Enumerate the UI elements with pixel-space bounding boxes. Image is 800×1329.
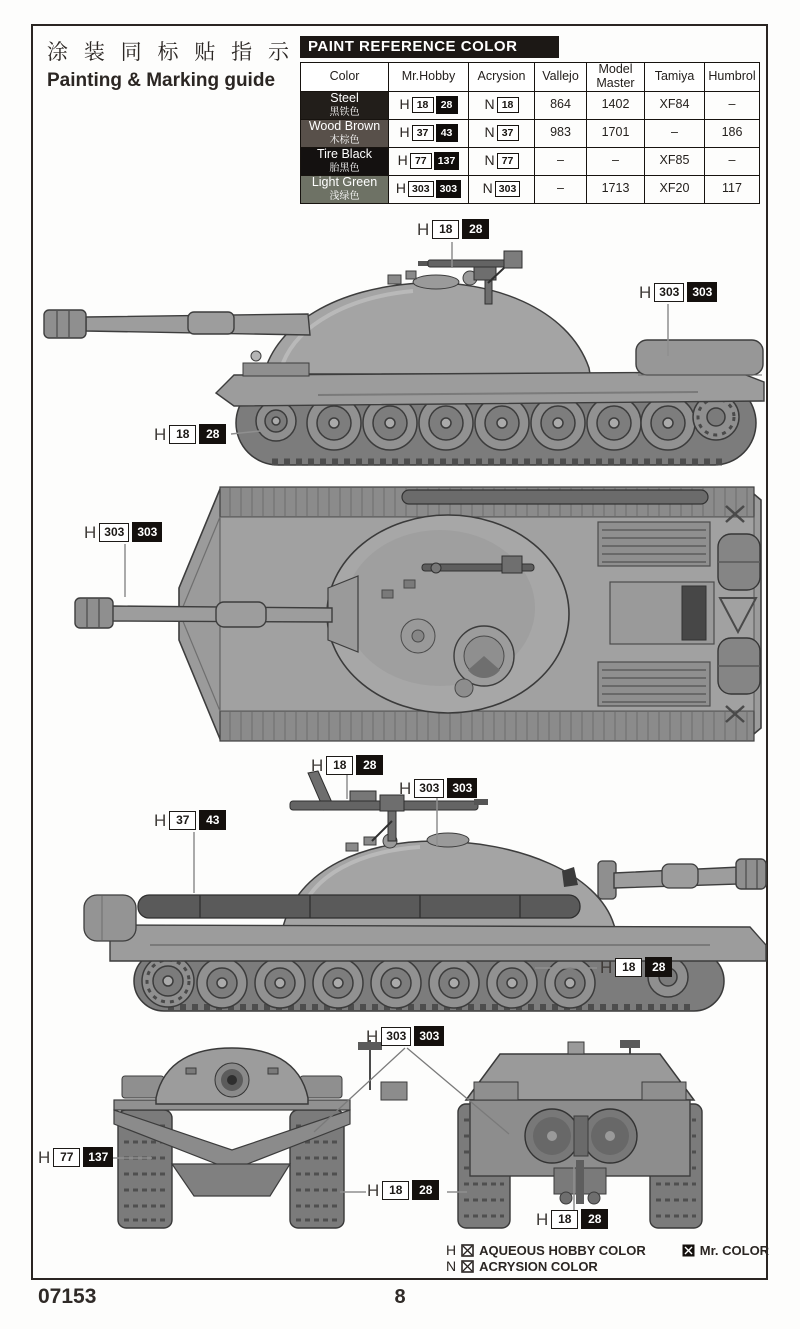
checker-box-icon [461,1260,474,1273]
mr-color-number-box: 43 [436,124,458,141]
callout-mr-number: 303 [687,282,717,302]
callout-prefix: H [639,282,652,302]
paint-row-wood-brown [301,119,760,147]
aqueous-prefix: H [399,96,410,113]
callout-prefix: H [154,810,167,830]
tamiya-cell: XF20 [645,175,705,203]
humbrol-cell: 117 [705,175,760,203]
callout-prefix: H [84,522,97,542]
gun-barrel [44,310,310,338]
aqueous-number-box: 18 [412,97,434,114]
callout-mr-number: 303 [447,778,477,798]
tamiya-cell: XF84 [645,91,705,119]
tank-front-rear-views [38,1038,768,1238]
paint-callout [154,424,226,444]
callout-prefix: H [417,219,430,239]
legend-acrysion-label: ACRYSION COLOR [479,1258,598,1274]
acrysion-prefix: N [484,152,495,169]
paint-table-header-row [301,63,760,92]
color-system-legend [446,1242,769,1274]
col-color: Color [301,63,389,92]
aqueous-prefix: H [397,152,408,169]
color-name-cell [301,119,389,147]
mr-hobby-cell [389,147,469,175]
color-name-cell [301,91,389,119]
callout-aqueous-number: 18 [326,756,353,775]
kit-number: 07153 [38,1285,97,1308]
aqueous-prefix: H [399,124,410,141]
callout-mr-number: 28 [581,1209,608,1229]
paint-row-steel [301,91,760,119]
paint-callout [639,282,717,302]
col-acrysion: Acrysion [469,63,535,92]
paint-reference-table [300,36,759,204]
callout-aqueous-number: 18 [551,1210,578,1229]
callout-prefix: H [399,778,412,798]
callout-aqueous-number: 18 [615,958,642,977]
model-master-cell: – [587,147,645,175]
mr-color-number-box: 137 [434,152,460,169]
callout-prefix: H [38,1147,51,1167]
acrysion-prefix: N [484,96,495,113]
paint-callout [154,810,226,830]
color-name-en: Light Green [311,175,378,190]
aqueous-prefix: H [395,180,407,197]
callout-aqueous-number: 303 [414,779,444,798]
callout-aqueous-number: 303 [654,283,684,302]
unditching-log [402,490,708,504]
callout-prefix: H [536,1209,549,1229]
callout-mr-number: 303 [132,522,162,542]
paint-callout [366,1026,444,1046]
callout-mr-number: 28 [199,424,226,444]
callout-prefix: H [154,424,167,444]
legend-aqueous-label: AQUEOUS HOBBY COLOR [479,1242,646,1258]
color-name-en: Steel [330,91,359,106]
vallejo-cell: 864 [535,91,587,119]
mr-hobby-cell [389,119,469,147]
acrysion-number-box: 37 [497,125,519,142]
col-humbrol: Humbrol [705,63,760,92]
page-number: 8 [394,1286,406,1308]
callout-mr-number: 303 [414,1026,444,1046]
callout-mr-number: 28 [412,1180,439,1200]
paint-table-title: PAINT REFERENCE COLOR [300,36,559,58]
color-name-cell [301,147,389,175]
paint-callout [399,778,477,798]
color-name-en: Wood Brown [308,119,381,134]
callout-aqueous-number: 18 [169,425,196,444]
callout-aqueous-number: 77 [53,1148,80,1167]
checker-box-icon [461,1244,474,1257]
stowed-log [138,895,580,918]
color-name-en: Tire Black [316,147,373,162]
callout-mr-number: 28 [356,755,383,775]
col-vallejo: Vallejo [535,63,587,92]
paint-callout [536,1209,608,1229]
paint-callout [84,522,162,542]
aqueous-number-box: 303 [408,181,434,198]
turret-top [327,515,569,713]
vallejo-cell: – [535,175,587,203]
color-name-cell [301,175,389,203]
turret [264,271,590,374]
humbrol-cell: – [705,147,760,175]
callout-aqueous-number: 18 [382,1181,409,1200]
legend-mr-label: Mr. COLOR [699,1242,770,1258]
paint-table [300,62,760,204]
acrysion-number-box: 18 [497,97,519,114]
humbrol-cell: – [705,91,760,119]
callout-aqueous-number: 303 [381,1027,411,1046]
paint-callout [311,755,383,775]
paint-callout [38,1147,113,1167]
callout-mr-number: 28 [462,219,489,239]
checker-box-filled-icon [682,1244,695,1257]
tamiya-cell: – [645,119,705,147]
callout-prefix: H [366,1026,379,1046]
vallejo-cell: – [535,147,587,175]
callout-aqueous-number: 37 [169,811,196,830]
color-name-cn: 木棕色 [329,134,360,146]
callout-aqueous-number: 18 [432,220,459,239]
tank-front-view [114,1040,407,1228]
col-tamiya: Tamiya [645,63,705,92]
tamiya-cell: XF85 [645,147,705,175]
vallejo-cell: 983 [535,119,587,147]
acrysion-cell [469,175,535,203]
acrysion-cell [469,91,535,119]
callout-mr-number: 28 [645,957,672,977]
page-title-chinese: 涂 装 同 标 贴 指 示 [47,41,295,64]
page-title-english: Painting & Marking guide [47,70,276,91]
model-master-cell: 1713 [587,175,645,203]
legend-line-acrysion [446,1258,769,1274]
legend-aqueous-prefix: H [446,1242,457,1258]
mr-color-number-box: 303 [436,180,462,197]
tank-side-view-gun-left [38,225,768,477]
mr-color-number-box: 28 [436,96,458,113]
humbrol-cell: 186 [705,119,760,147]
callout-prefix: H [600,957,613,977]
color-name-cn: 浅绿色 [329,190,360,202]
page-header [47,36,294,92]
color-name-cn: 胎黑色 [329,162,360,174]
gun-barrel [598,859,766,899]
acrysion-prefix: N [484,124,495,141]
acrysion-prefix: N [482,180,493,197]
tank-rear-view [458,1040,702,1228]
callout-mr-number: 137 [83,1147,113,1167]
mr-hobby-cell [389,175,469,203]
paint-callout [417,219,489,239]
paint-row-light-green [301,175,760,203]
col-mr-hobby: Mr.Hobby [389,63,469,92]
engine-deck [598,522,714,706]
acrysion-number-box: 303 [495,181,521,198]
aqueous-number-box: 37 [412,125,434,142]
callout-aqueous-number: 303 [99,523,129,542]
callout-mr-number: 43 [199,810,226,830]
model-master-cell: 1701 [587,119,645,147]
acrysion-cell [469,119,535,147]
paint-callout [367,1180,439,1200]
callout-prefix: H [311,755,324,775]
aqueous-number-box: 77 [410,153,432,170]
acrysion-cell [469,147,535,175]
legend-line-aqueous [446,1242,769,1258]
color-name-cn: 黑铁色 [329,106,360,118]
tank-top-view [70,480,770,748]
paint-row-tire-black [301,147,760,175]
callout-prefix: H [367,1180,380,1200]
paint-callout [600,957,672,977]
acrysion-number-box: 77 [497,153,519,170]
legend-acrysion-prefix: N [446,1258,457,1274]
model-master-cell: 1402 [587,91,645,119]
col-model-master: Model Master [587,63,645,92]
mr-hobby-cell [389,91,469,119]
